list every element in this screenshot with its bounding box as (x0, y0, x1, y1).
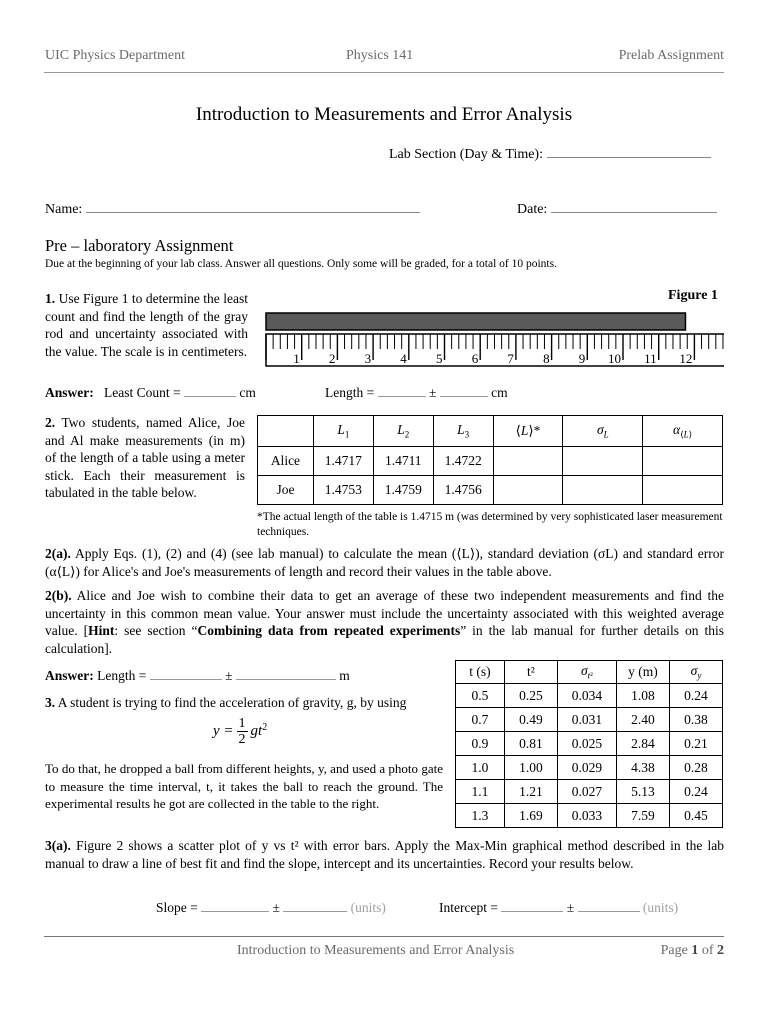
ruler-scale (266, 334, 724, 366)
table-row (456, 780, 723, 804)
q2b-uncertainty-field[interactable] (236, 679, 336, 680)
q2b-length-label: Length = (97, 668, 147, 683)
cell: 1.4722 (433, 447, 493, 476)
header-L2: $L_2$ (373, 416, 433, 447)
cell: 0.031 (557, 708, 616, 732)
cell: 1.1 (456, 780, 505, 804)
length-value-field[interactable] (378, 396, 426, 397)
cell: 1.4717 (313, 447, 373, 476)
section-heading: Pre – laboratory Assignment (45, 236, 234, 255)
length-label: Length = (325, 385, 375, 400)
table-row (258, 447, 723, 476)
cell: 0.033 (557, 804, 616, 828)
header-t: t (s) (456, 661, 505, 684)
q2b-text (45, 587, 724, 657)
formula-exponent: 2 (262, 722, 268, 733)
cell: 0.28 (669, 756, 722, 780)
row-name: Alice (258, 447, 314, 476)
page-of: of (701, 943, 714, 958)
cell: 1.08 (616, 684, 669, 708)
formula-denominator: 2 (238, 732, 246, 747)
ruler-label: 6 (471, 351, 479, 366)
least-count-field[interactable] (184, 396, 236, 397)
q2-body: Two students, named Alice, Joe and Al make measurements (in m) of the length of a table using a meter stick. Each their measurement is tabulated in the table below. (45, 415, 245, 500)
header-rule (44, 72, 724, 73)
cell: 1.69 (504, 804, 557, 828)
footer-rule (44, 936, 724, 937)
hint-label: Hint (88, 623, 115, 638)
header-mean: ⟨L⟩* (493, 416, 563, 447)
q2b-body: Alice and Joe wish to combine their data to get an average of these two independent measurements and find the uncertainty in this common mean value. Your answer must include the uncertainty associated with this weighted average value. [ (45, 588, 724, 638)
header-L1: $L_1$ (313, 416, 373, 447)
gray-rod (266, 313, 685, 330)
slope-uncertainty-field[interactable] (283, 911, 347, 912)
cell: 0.25 (504, 684, 557, 708)
intercept-uncertainty-field[interactable] (578, 911, 640, 912)
q2b-body-3: ” in the lab manual for further details on this calculation]. (45, 623, 724, 656)
formula-fraction (237, 716, 248, 747)
cell-alpha-input[interactable] (643, 447, 723, 476)
date-label: Date: (517, 202, 548, 217)
date-row (517, 201, 717, 219)
slope-units[interactable]: (units) (350, 900, 386, 915)
figure1-label: Figure 1 (668, 288, 718, 303)
q2b-body-2: : see section “ (114, 623, 198, 638)
cell: 5.13 (616, 780, 669, 804)
page-current: 1 (691, 943, 699, 958)
cell: 1.21 (504, 780, 557, 804)
cell: 0.9 (456, 732, 505, 756)
row-name: Joe (258, 476, 314, 505)
cell: 1.4711 (373, 447, 433, 476)
q2b-label: 2(b). (45, 588, 72, 603)
ruler-label: 9 (578, 351, 586, 366)
cell: 0.45 (669, 804, 722, 828)
data-table-header (456, 661, 723, 684)
intercept-row (439, 899, 678, 917)
q1-answer-row (45, 384, 94, 402)
cell-sigma-input[interactable] (563, 476, 643, 505)
cell: 0.5 (456, 684, 505, 708)
intercept-pm: ± (566, 900, 575, 915)
table-row (258, 476, 723, 505)
q3a-label: 3(a). (45, 838, 71, 853)
ruler-label: 3 (364, 351, 372, 366)
cell: 4.38 (616, 756, 669, 780)
header-department: UIC Physics Department (45, 48, 185, 63)
cell: 0.7 (456, 708, 505, 732)
name-row (45, 201, 420, 219)
cell: 0.027 (557, 780, 616, 804)
cell: 0.21 (669, 732, 722, 756)
cell: 0.49 (504, 708, 557, 732)
cell: 1.00 (504, 756, 557, 780)
footer-page-number (661, 943, 724, 959)
q2a-body: Apply Eqs. (1), (2) and (4) (see lab manual) to calculate the mean (⟨L⟩), standard deviation (σL) and standard error (α⟨L⟩) for Alice's and Joe's measurements of length and record their values in the table above. (45, 546, 724, 579)
header-L3: $L_3$ (433, 416, 493, 447)
q3a-body: Figure 2 shows a scatter plot of y vs t² with error bars. Apply the Max-Min graphical method described in the lab manual to draw a line of best fit and find the slope, intercept and its uncertainties. Record your results below. (45, 838, 724, 871)
cell: 0.24 (669, 780, 722, 804)
cell-alpha-input[interactable] (643, 476, 723, 505)
cell: 0.025 (557, 732, 616, 756)
cell: 7.59 (616, 804, 669, 828)
header-alpha: $\alpha_{⟨L⟩}$ (643, 416, 723, 447)
intercept-units[interactable]: (units) (642, 900, 679, 915)
q2a-text (45, 545, 724, 580)
length-uncertainty-field[interactable] (440, 396, 488, 397)
lab-section-label: Lab Section (Day & Time): (389, 147, 543, 162)
table-footnote: *The actual length of the table is 1.4715 m (was determined by very sophisticated laser measurement techniques. (257, 511, 723, 538)
hint-reference: Combining data from repeated experiments (197, 623, 461, 638)
cell: 1.4759 (373, 476, 433, 505)
name-label: Name: (45, 202, 83, 217)
data-table (455, 660, 723, 828)
ruler-label: 12 (679, 351, 693, 366)
students-table (257, 415, 723, 505)
q1-number: 1. (45, 291, 56, 306)
page-total: 2 (717, 943, 724, 958)
table-row (456, 708, 723, 732)
name-field[interactable] (86, 212, 420, 213)
q2-number: 2. (45, 415, 56, 430)
q3-formula (213, 716, 267, 747)
cell: 0.24 (669, 684, 722, 708)
intercept-value-field[interactable] (501, 911, 563, 912)
date-field[interactable] (551, 212, 717, 213)
ruler-label: 5 (436, 351, 443, 366)
cell: 1.4753 (313, 476, 373, 505)
q3-text (45, 694, 445, 712)
ruler-label: 10 (608, 351, 621, 366)
q2b-unit: m (339, 668, 350, 683)
table-row (456, 804, 723, 828)
header-assignment: Prelab Assignment (618, 48, 724, 63)
cell: 0.029 (557, 756, 616, 780)
least-count-label: Least Count = (104, 385, 181, 400)
formula-lhs: y = (213, 723, 234, 739)
length-row (325, 384, 508, 402)
slope-row (156, 899, 386, 917)
header-sigma-y: $\sigma_y$ (669, 661, 722, 684)
slope-label: Slope = (156, 900, 198, 915)
q3-number: 3. (45, 695, 56, 710)
header-course: Physics 141 (346, 48, 414, 63)
q3-body: A student is trying to find the acceleration of gravity, g, by using (57, 695, 407, 710)
page-title: Introduction to Measurements and Error Analysis (195, 104, 573, 125)
q2-text (45, 414, 245, 502)
students-table-header (258, 416, 723, 447)
intercept-label: Intercept = (439, 900, 498, 915)
q3-text-2: To do that, he dropped a ball from different heights, y, and used a photo gate to measure the time interval, t, it takes the ball to reach the ground. The experimental results he got are collected in the table to the right. (45, 761, 443, 811)
cell: 1.4756 (433, 476, 493, 505)
least-count-unit: cm (239, 385, 256, 400)
slope-pm: ± (272, 900, 280, 915)
cell: 0.034 (557, 684, 616, 708)
footer-title: Introduction to Measurements and Error Analysis (237, 943, 515, 958)
ruler-label: 1 (293, 351, 300, 366)
cell: 0.38 (669, 708, 722, 732)
table-row (456, 684, 723, 708)
formula-numerator: 1 (238, 716, 246, 731)
cell: 1.3 (456, 804, 505, 828)
cell: 2.40 (616, 708, 669, 732)
q1-body: Use Figure 1 to determine the least count and find the length of the gray rod and uncertainty associated with the value. The scale is in centimeters. (45, 291, 248, 359)
q2b-length-field[interactable] (150, 679, 222, 680)
q1-answer-label: Answer: (45, 385, 94, 400)
slope-value-field[interactable] (201, 911, 269, 912)
ruler-label: 2 (328, 351, 336, 366)
q2b-answer-label: Answer: (45, 668, 94, 683)
cell: 1.0 (456, 756, 505, 780)
ruler-label: 4 (400, 351, 407, 366)
q1-text (45, 290, 248, 360)
cell: 2.84 (616, 732, 669, 756)
cell-sigma-input[interactable] (563, 447, 643, 476)
q3a-text (45, 837, 724, 872)
due-note: Due at the beginning of your lab class. Answer all questions. Only some will be graded, for a total of 10 points. (45, 258, 557, 270)
length-unit: cm (491, 385, 508, 400)
page-label: Page (660, 943, 688, 958)
table-row (456, 732, 723, 756)
q2b-pm: ± (225, 668, 233, 683)
formula-rhs: gt (250, 723, 263, 739)
table-row (456, 756, 723, 780)
lab-section-row (389, 146, 711, 164)
figure1-ruler (262, 308, 724, 370)
least-count-row (104, 384, 256, 402)
cell-mean-input[interactable] (493, 476, 563, 505)
ruler-label: 7 (507, 351, 514, 366)
cell: 0.81 (504, 732, 557, 756)
header-y: y (m) (616, 661, 669, 684)
cell-mean-input[interactable] (493, 447, 563, 476)
ruler-label: 11 (644, 351, 657, 366)
q2a-label: 2(a). (45, 546, 71, 561)
header-t2: t² (504, 661, 557, 684)
header-sigma: $\sigma_L$ (563, 416, 643, 447)
ruler-label: 8 (543, 351, 550, 366)
lab-section-field[interactable] (547, 157, 711, 158)
q2b-answer-row (45, 667, 350, 685)
header-sigma-t2: $\sigma_{t^2}$ (557, 661, 616, 684)
length-pm: ± (428, 385, 437, 400)
